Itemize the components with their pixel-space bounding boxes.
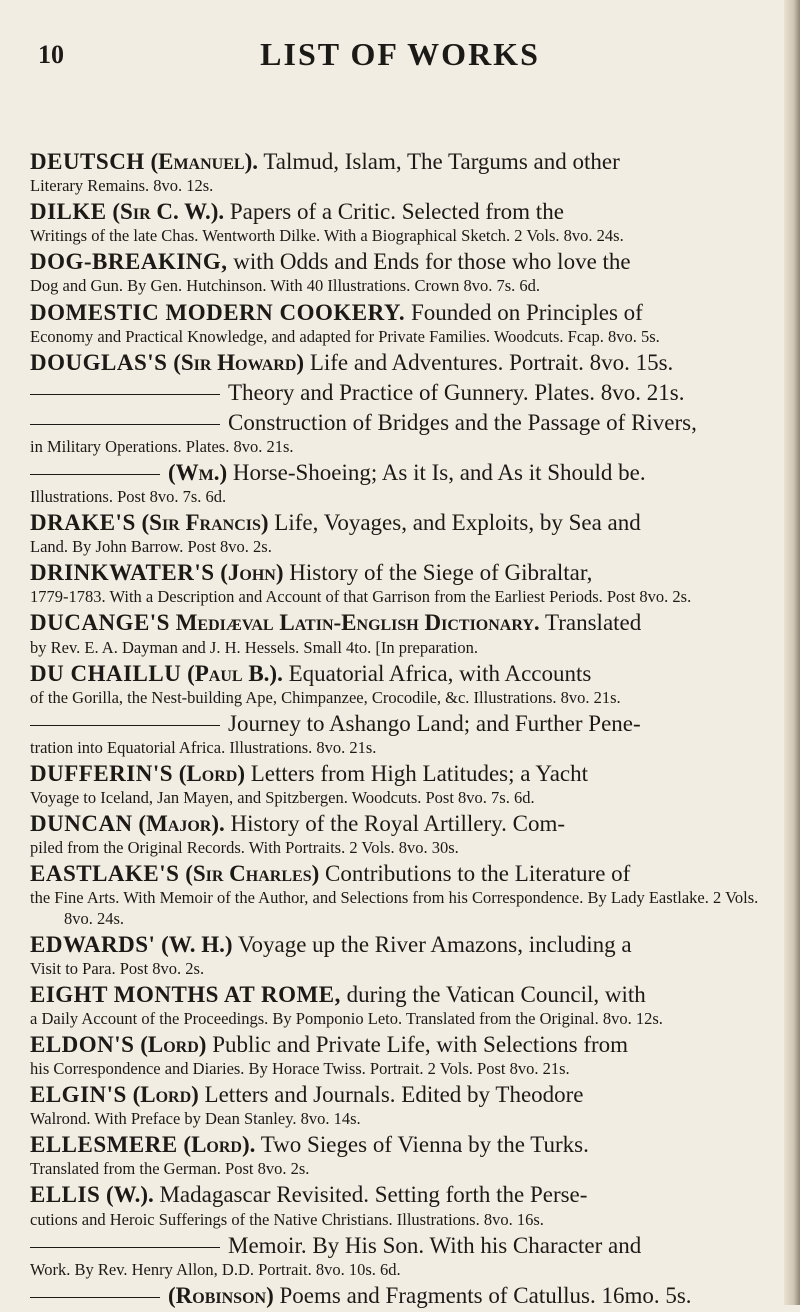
- author-name: DRAKE'S: [30, 510, 136, 536]
- entry-heading: [30, 1181, 770, 1209]
- entry-heading: [30, 509, 770, 537]
- entry-heading: [64, 1232, 770, 1260]
- author-name: EDWARDS': [30, 931, 156, 957]
- catalogue-entry: [30, 1031, 770, 1079]
- entry-heading: [30, 810, 770, 838]
- work-title: Letters and Journals. Edited by Theodore: [204, 1082, 584, 1108]
- catalogue-entry: [30, 860, 770, 928]
- work-title: Letters from High Latitudes; a Yacht: [250, 760, 588, 786]
- author-qualifier: (Sir Howard): [173, 349, 305, 375]
- catalogue-entry: [30, 559, 770, 607]
- work-title: Voyage up the River Amazons, including a: [237, 931, 632, 957]
- catalogue-entry: [30, 1081, 770, 1129]
- author-name: DILKE: [30, 199, 107, 225]
- work-title: Two Sieges of Vienna by the Turks.: [260, 1132, 589, 1158]
- work-details: Walrond. With Preface by Dean Stanley. 8vo. 14s.: [30, 1109, 361, 1129]
- ditto-rule: [30, 1297, 160, 1298]
- work-details: Writings of the late Chas. Wentworth Dilke. With a Biographical Sketch. 2 Vols. 8vo. 24s.: [30, 226, 624, 246]
- work-title: Poems and Fragments of Catullus. 16mo. 5s.: [279, 1282, 692, 1308]
- author-qualifier: (Emanuel).: [150, 149, 258, 174]
- catalogue-entry: [30, 248, 770, 296]
- author-name: DOUGLAS'S: [30, 349, 168, 375]
- work-title: History of the Siege of Gibraltar,: [289, 560, 593, 586]
- work-details: Visit to Para. Post 8vo. 2s.: [30, 958, 205, 978]
- catalogue-entry: [30, 349, 770, 377]
- ditto-rule: [30, 474, 160, 475]
- work-details: by Rev. E. A. Dayman and J. H. Hessels. Small 4to. [In preparation.: [30, 637, 479, 657]
- author-qualifier: (Sir Francis): [141, 510, 269, 536]
- author-name: EASTLAKE'S: [30, 861, 180, 887]
- author-name: DOMESTIC MODERN COOKERY.: [30, 299, 406, 325]
- work-title: Life, Voyages, and Exploits, by Sea and: [274, 510, 641, 536]
- catalogue-entry: [30, 760, 770, 808]
- entry-heading: [30, 660, 770, 688]
- work-details: piled from the Original Records. With Portraits. 2 Vols. 8vo. 30s.: [30, 838, 459, 858]
- ditto-rule: [30, 394, 220, 395]
- work-title: Horse-Shoeing; As it Is, and As it Should be.: [232, 459, 646, 485]
- work-details: Work. By Rev. Henry Allon, D.D. Portrait. 8vo. 10s. 6d.: [30, 1259, 401, 1279]
- work-title: Madagascar Revisited. Setting forth the Perse-: [159, 1182, 588, 1208]
- catalogue-entry: [30, 299, 770, 347]
- catalogue-list: [30, 148, 770, 1312]
- work-title: Founded on Principles of: [410, 299, 643, 325]
- entry-heading: [30, 760, 770, 788]
- author-qualifier: (Lord): [132, 1082, 199, 1108]
- entry-heading: [64, 1282, 770, 1310]
- entry-heading: [30, 559, 770, 587]
- work-title: Public and Private Life, with Selections from: [212, 1031, 629, 1057]
- ditto-rule: [30, 1247, 220, 1248]
- author-qualifier: (John): [220, 560, 284, 586]
- entry-heading: [30, 248, 770, 276]
- catalogue-entry: [30, 810, 770, 858]
- entry-heading: [30, 860, 770, 888]
- author-qualifier: (Wm.): [168, 459, 228, 485]
- entry-heading: [30, 981, 770, 1009]
- entry-heading: [30, 609, 770, 637]
- entry-heading: [64, 379, 770, 407]
- work-details: Voyage to Iceland, Jan Mayen, and Spitzbergen. Woodcuts. Post 8vo. 7s. 6d.: [30, 788, 535, 808]
- work-details: Dog and Gun. By Gen. Hutchinson. With 40 Illustrations. Crown 8vo. 7s. 6d.: [30, 276, 541, 296]
- entry-heading: [30, 1131, 770, 1159]
- work-title: Contributions to the Literature of: [325, 861, 631, 887]
- author-qualifier: (Paul B.).: [187, 660, 283, 686]
- work-title: Translated: [545, 610, 642, 636]
- ditto-rule: [30, 725, 220, 726]
- work-title: Journey to Ashango Land; and Further Pene-: [228, 710, 641, 736]
- author-name: DOG-BREAKING,: [30, 249, 228, 275]
- entry-heading: [30, 198, 770, 226]
- catalogue-entry: [30, 1232, 770, 1280]
- work-details: the Fine Arts. With Memoir of the Author, and Selections from his Correspondence. By Lady Eastlake. 2 Vols. 8vo. 24s.: [30, 888, 759, 928]
- author-qualifier: (W.).: [106, 1182, 154, 1208]
- catalogue-entry: [30, 660, 770, 708]
- catalogue-entry: [30, 409, 770, 457]
- work-title: during the Vatican Council, with: [346, 981, 646, 1007]
- entry-heading: [30, 1081, 770, 1109]
- work-details: his Correspondence and Diaries. By Horace Twiss. Portrait. 2 Vols. Post 8vo. 21s.: [30, 1059, 570, 1079]
- author-name: EIGHT MONTHS AT ROME,: [30, 981, 341, 1007]
- work-title: History of the Royal Artillery. Com-: [230, 811, 566, 837]
- work-details: Land. By John Barrow. Post 8vo. 2s.: [30, 537, 272, 557]
- work-details: cutions and Heroic Sufferings of the Native Christians. Illustrations. 8vo. 16s.: [30, 1209, 544, 1229]
- work-title: Life and Adventures. Portrait. 8vo. 15s.: [309, 349, 674, 375]
- catalogue-entry: [30, 1131, 770, 1179]
- work-details: in Military Operations. Plates. 8vo. 21s.: [30, 436, 294, 456]
- catalogue-entry: [30, 931, 770, 979]
- work-title: Memoir. By His Son. With his Character and: [228, 1232, 642, 1258]
- author-qualifier: (Sir Charles): [185, 861, 320, 887]
- catalogue-entry: [30, 1181, 770, 1229]
- author-name: DUNCAN: [30, 811, 133, 837]
- author-qualifier: (W. H.): [161, 931, 233, 957]
- work-details: Translated from the German. Post 8vo. 2s.: [30, 1159, 310, 1179]
- entry-heading: [30, 931, 770, 959]
- work-details: Illustrations. Post 8vo. 7s. 6d.: [30, 487, 227, 506]
- work-details: tration into Equatorial Africa. Illustrations. 8vo. 21s.: [30, 737, 377, 757]
- catalogue-entry: [30, 509, 770, 557]
- work-title: Papers of a Critic. Selected from the: [229, 199, 564, 225]
- page-number: 10: [38, 40, 64, 69]
- author-qualifier: (Lord).: [183, 1132, 256, 1158]
- work-title: Construction of Bridges and the Passage of Rivers,: [228, 409, 697, 435]
- entry-heading: [64, 710, 770, 738]
- author-name: ELGIN'S: [30, 1082, 127, 1108]
- author-name: DUCANGE'S: [30, 610, 170, 636]
- author-name: DU CHAILLU: [30, 660, 182, 686]
- work-title: with Odds and Ends for those who love the: [233, 249, 631, 275]
- author-name: ELLESMERE: [30, 1132, 178, 1158]
- author-qualifier: (Major).: [138, 811, 225, 837]
- author-qualifier: (Lord): [140, 1031, 207, 1057]
- page-edge-shadow: [784, 0, 800, 1305]
- catalogue-entry: [30, 459, 770, 507]
- work-details: Literary Remains. 8vo. 12s.: [30, 176, 214, 196]
- author-qualifier: (Lord): [178, 760, 245, 786]
- catalogue-entry: [30, 148, 770, 196]
- author-name: ELDON'S: [30, 1031, 135, 1057]
- catalogue-entry: [30, 1282, 770, 1310]
- author-qualifier: Mediæval Latin-English Dictionary.: [175, 610, 540, 636]
- author-qualifier: (Sir C. W.).: [112, 199, 225, 225]
- work-title: Equatorial Africa, with Accounts: [288, 660, 592, 686]
- entry-heading: [30, 1031, 770, 1059]
- entry-heading: [64, 409, 770, 437]
- author-name: DRINKWATER'S: [30, 560, 215, 586]
- catalogue-entry: [30, 710, 770, 758]
- catalogue-entry: [30, 379, 770, 407]
- entry-heading: [64, 459, 770, 487]
- author-name: DUFFERIN'S: [30, 760, 174, 786]
- work-details: Economy and Practical Knowledge, and adapted for Private Families. Woodcuts. Fcap. 8vo. 5s.: [30, 326, 660, 346]
- author-name: ELLIS: [30, 1182, 101, 1208]
- catalogue-entry: [30, 198, 770, 246]
- catalogue-entry: [30, 981, 770, 1029]
- entry-heading: [30, 299, 770, 327]
- author-name: DEUTSCH: [30, 149, 145, 174]
- entry-heading: [30, 148, 770, 176]
- page-header: LIST OF WORKS: [260, 36, 540, 72]
- catalogue-entry: [30, 609, 770, 657]
- work-title: Talmud, Islam, The Targums and other: [263, 149, 620, 174]
- work-details: of the Gorilla, the Nest-building Ape, Chimpanzee, Crocodile, &c. Illustrations. 8vo. 21s.: [30, 687, 621, 707]
- work-title: Theory and Practice of Gunnery. Plates. 8vo. 21s.: [228, 379, 685, 405]
- work-details: a Daily Account of the Proceedings. By Pomponio Leto. Translated from the Original. 8vo. 12s.: [30, 1008, 663, 1028]
- entry-heading: [30, 349, 770, 377]
- author-qualifier: (Robinson): [168, 1282, 274, 1308]
- work-details: 1779-1783. With a Description and Account of that Garrison from the Earliest Periods. Post 8vo. 2s.: [30, 587, 692, 607]
- ditto-rule: [30, 424, 220, 425]
